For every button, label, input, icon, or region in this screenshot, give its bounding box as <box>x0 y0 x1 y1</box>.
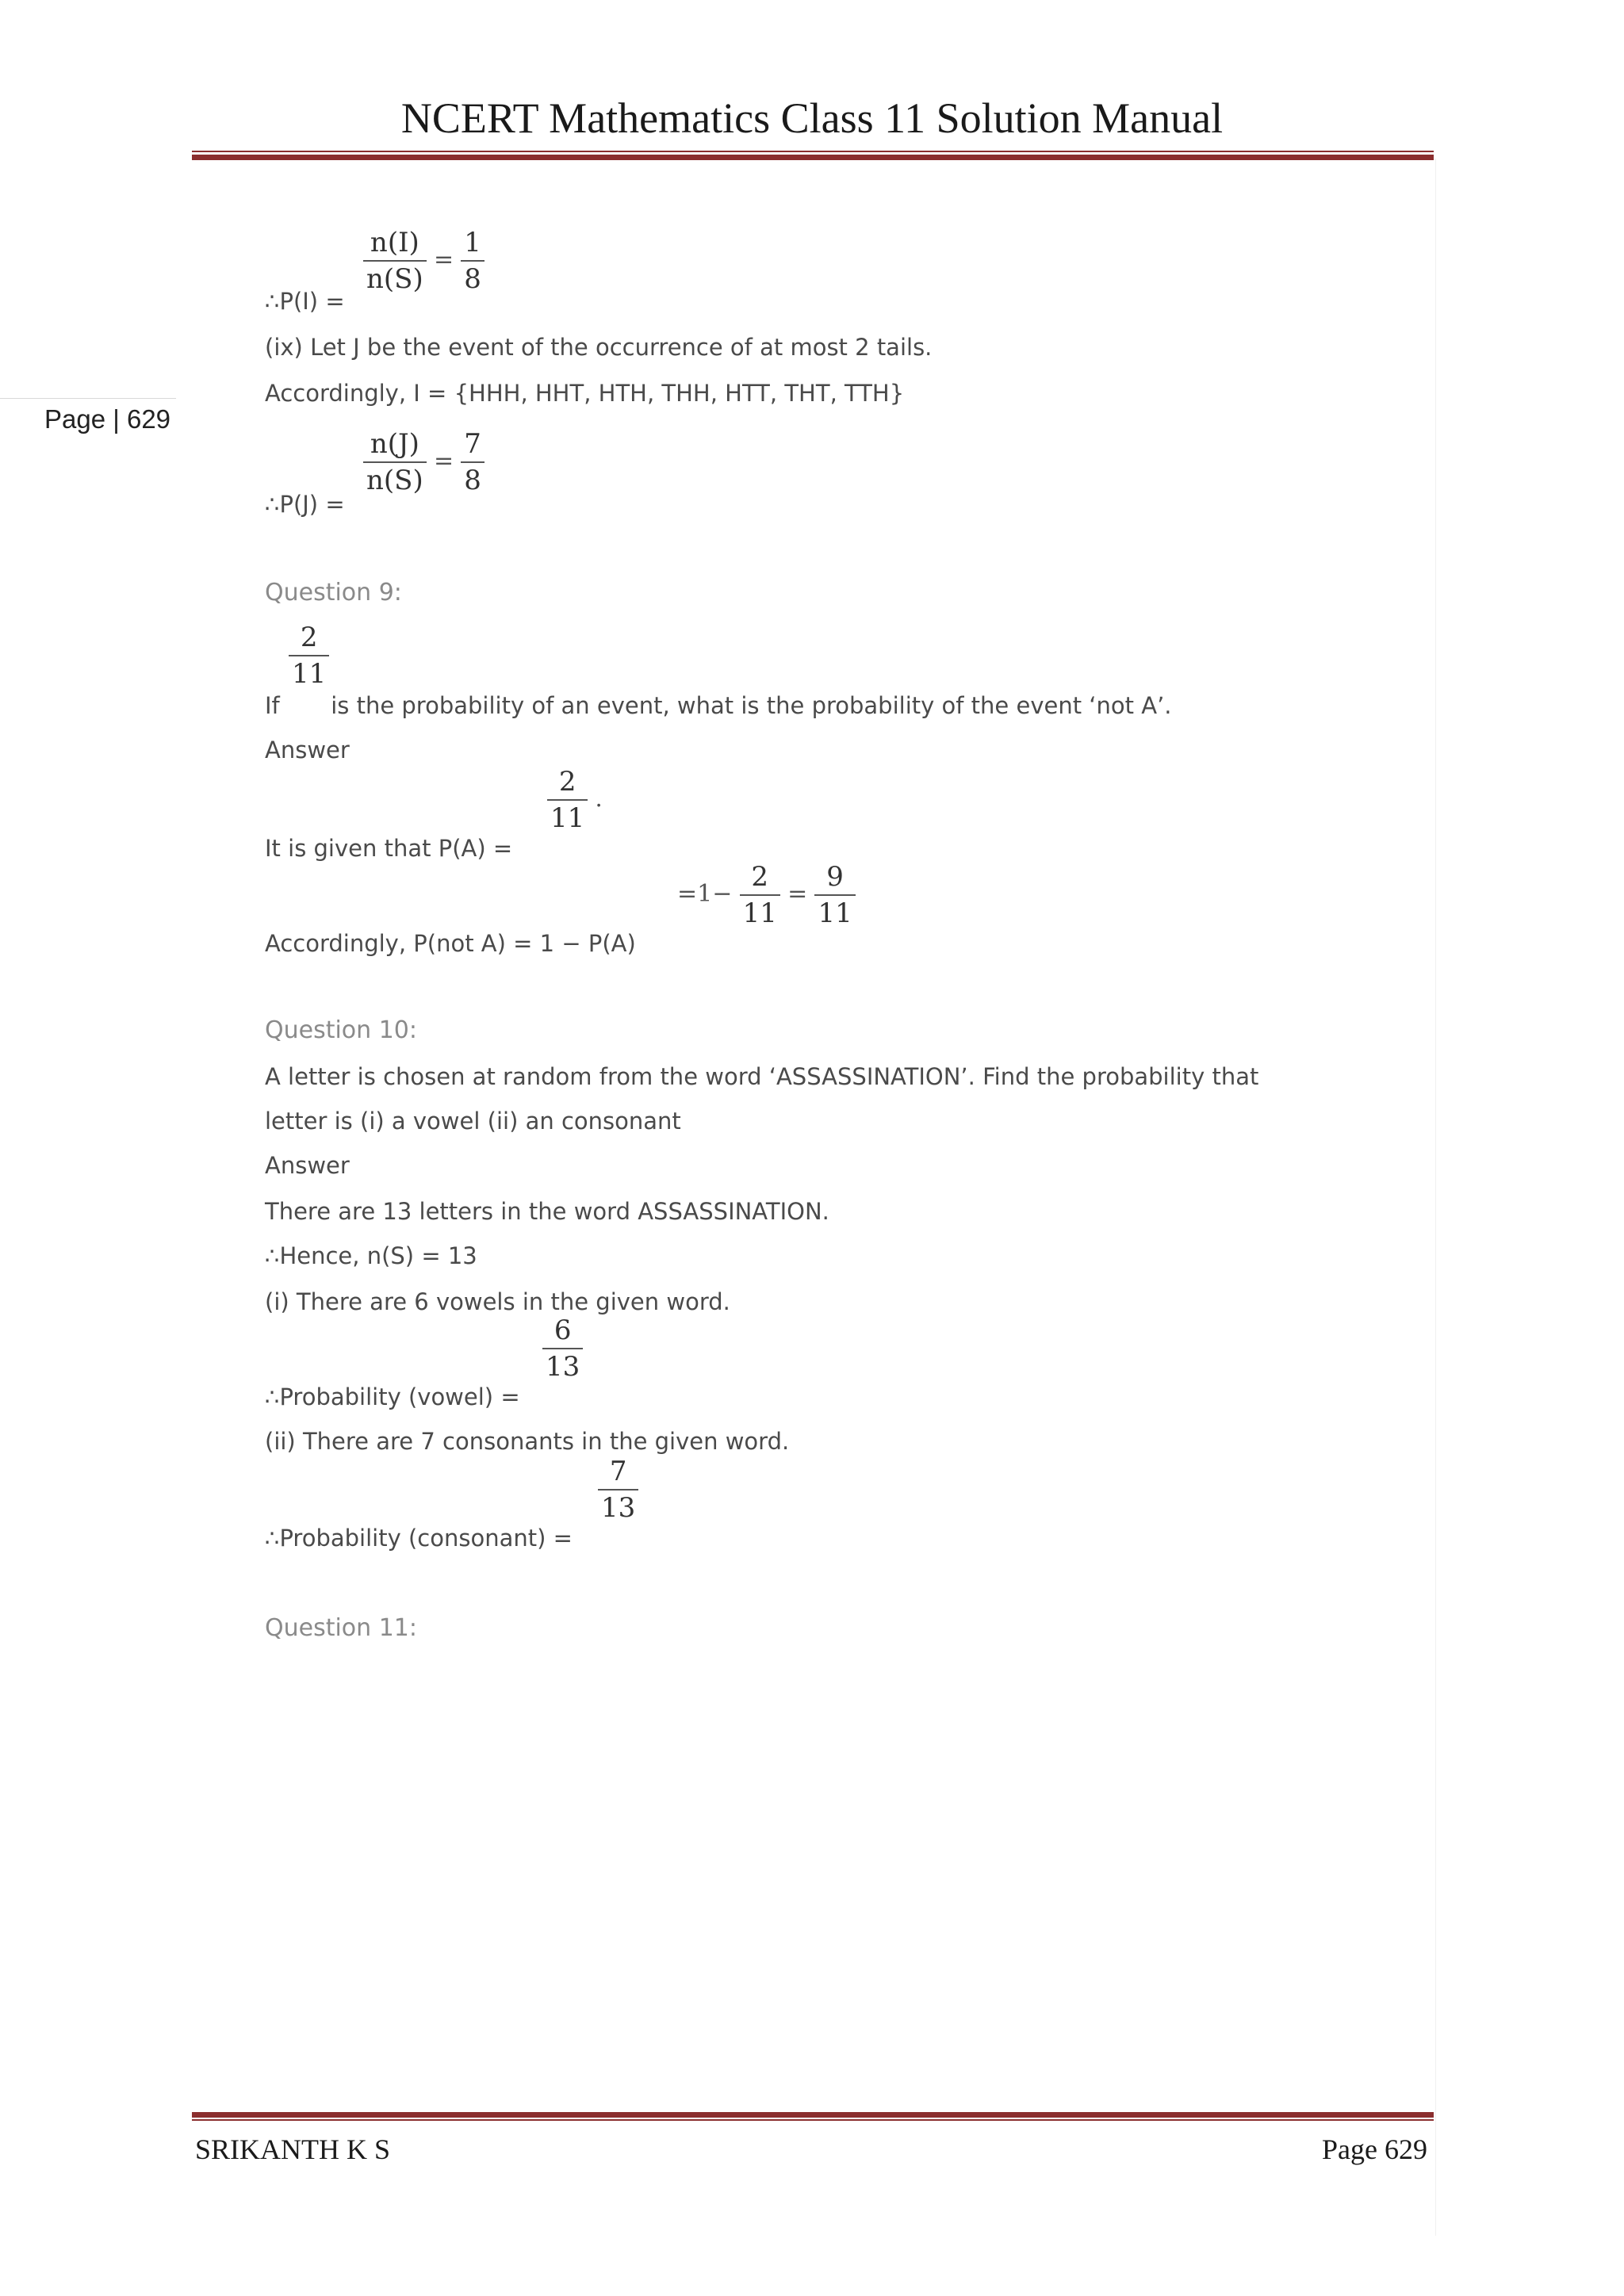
q9-given-label: It is given that P(A) = <box>265 835 513 862</box>
p-i-denominator: n(S) <box>366 263 423 295</box>
q9-inline-fraction <box>289 620 329 691</box>
q10-hence-text: ∴Hence, n(S) = 13 <box>265 1242 477 1269</box>
page-header-title: NCERT Mathematics Class 11 Solution Manual <box>400 94 1224 142</box>
q10-prob-consonant-fraction <box>598 1454 638 1525</box>
p-j-denominator: n(S) <box>366 465 423 496</box>
q9-accordingly-text: Accordingly, P(not A) = 1 − P(A) <box>265 930 636 957</box>
question-11-heading: Question 11: <box>265 1614 417 1642</box>
p-j-result-numerator: 7 <box>464 428 481 460</box>
q9-result-denominator: 11 <box>818 897 852 929</box>
p-i-fraction: $\frac{n(I)}{n(S)}$ = $\frac{1}{8}$ <box>363 225 485 297</box>
q10-answer-label: Answer <box>265 1152 350 1179</box>
side-page-number: Page | 629 <box>44 404 171 434</box>
q9-given-fraction <box>547 764 603 836</box>
q10-vowel-denominator: 13 <box>546 1351 580 1383</box>
question-9-text <box>265 690 1172 721</box>
q9-step-numerator: 2 <box>751 861 769 893</box>
q10-consonant-denominator: 13 <box>601 1492 636 1524</box>
p-j-fraction: $\frac{n(J)}{n(S)}$ = $\frac{7}{8}$ <box>363 427 485 498</box>
footer-author: SRIKANTH K S <box>195 2133 391 2165</box>
q10-text-line-1: A letter is chosen at random from the word ‘ASSASSINATION’. Find the probability that <box>265 1063 1259 1090</box>
side-margin-rule <box>0 398 176 399</box>
q10-prob-consonant-label: ∴Probability (consonant) = <box>265 1525 573 1552</box>
part-ix-text: (ix) Let J be the event of the occurrence of at most 2 tails. <box>265 334 933 361</box>
accordingly-i-text: Accordingly, I = {HHH, HHT, HTH, THH, HTT, THT, TTH} <box>265 380 905 407</box>
header-rule-thick <box>192 155 1434 160</box>
q9-body: is the probability of an event, what is the probability of the event ‘not A’. <box>331 692 1172 719</box>
q10-prob-vowel-fraction <box>542 1313 583 1384</box>
q10-vowel-numerator: 6 <box>553 1314 572 1346</box>
q9-step-denominator: 11 <box>742 897 777 929</box>
p-i-label: ∴P(I) = <box>265 288 345 315</box>
q10-letters-text: There are 13 letters in the word ASSASSINATION. <box>265 1198 829 1225</box>
footer-page-number: Page 629 <box>1322 2133 1427 2165</box>
p-i-formula <box>265 285 345 317</box>
q9-given-denominator: 11 <box>550 802 585 834</box>
q9-fraction-denominator: 11 <box>292 658 327 690</box>
q9-answer-label: Answer <box>265 737 350 763</box>
question-9-heading: Question 9: <box>265 579 402 607</box>
q10-consonants-text: (ii) There are 7 consonants in the given word. <box>265 1428 790 1455</box>
p-j-formula <box>265 488 345 520</box>
question-10-heading: Question 10: <box>265 1016 417 1044</box>
q9-given-numerator: 2 <box>558 766 576 798</box>
q10-text-line-2: letter is (i) a vowel (ii) an consonant <box>265 1108 681 1135</box>
q9-given-period: . <box>595 785 603 812</box>
footer-rule-thin <box>192 2119 1434 2121</box>
q9-given-text <box>265 832 512 864</box>
q10-prob-vowel-label: ∴Probability (vowel) = <box>265 1383 520 1410</box>
q10-prob-consonant <box>265 1522 573 1554</box>
q10-prob-vowel <box>265 1381 520 1413</box>
p-i-result-denominator: 8 <box>464 263 481 295</box>
q9-if: If <box>265 692 280 719</box>
p-j-numerator: n(J) <box>370 428 419 460</box>
q9-result-expression: =1− $\frac{2}{11}$ = $\frac{9}{11}$ <box>677 859 856 931</box>
p-j-label: ∴P(J) = <box>265 491 345 518</box>
page-edge-line <box>1435 159 1436 2236</box>
p-j-result-denominator: 8 <box>464 465 481 496</box>
q9-result-numerator: 9 <box>826 861 844 893</box>
q10-vowels-text: (i) There are 6 vowels in the given word. <box>265 1288 730 1315</box>
header-rule-thin <box>192 151 1434 152</box>
p-i-numerator: n(I) <box>370 227 419 258</box>
footer-rule-thick <box>192 2112 1434 2118</box>
p-i-result-numerator: 1 <box>464 227 481 258</box>
q9-fraction-numerator: 2 <box>300 622 318 653</box>
q9-step-prefix: =1− <box>677 880 733 908</box>
q10-consonant-numerator: 7 <box>609 1456 627 1487</box>
